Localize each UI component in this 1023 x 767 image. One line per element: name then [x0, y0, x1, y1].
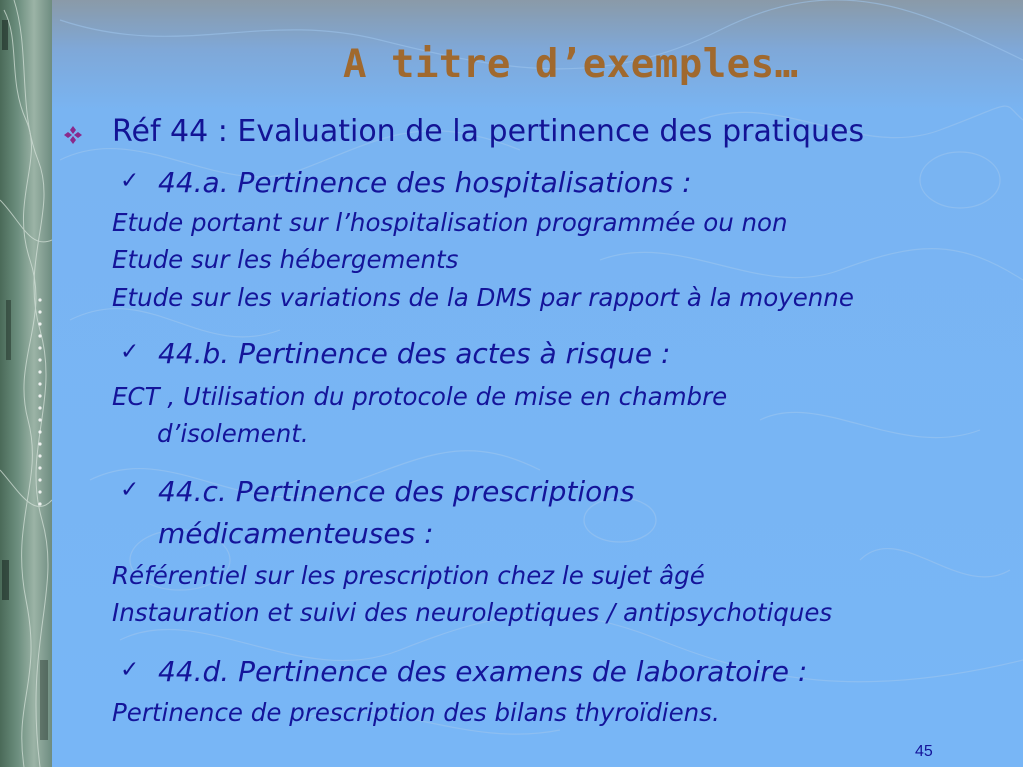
section-heading-d: 44.d. Pertinence des examens de laboratoire : [158, 655, 808, 688]
section-b-line-1: ECT , Utilisation du protocole de mise en chambre [112, 382, 728, 411]
section-heading-a: 44.a. Pertinence des hospitalisations : [158, 166, 692, 199]
section-b-line-2: d’isolement. [157, 419, 309, 448]
section-a-line-3: Etude sur les variations de la DMS par rapport à la moyenne [112, 283, 854, 312]
diamond-bullet-icon [62, 124, 84, 146]
checkmark-icon: ✓ [120, 477, 140, 503]
decorative-left-strip [0, 0, 52, 767]
section-heading-c-continued: médicamenteuses : [158, 517, 434, 550]
page-number: 45 [915, 743, 933, 760]
section-c-line-1: Référentiel sur les prescription chez le sujet âgé [112, 561, 705, 590]
section-d-line-1: Pertinence de prescription des bilans thyroïdiens. [112, 698, 720, 727]
section-heading-c: 44.c. Pertinence des prescriptions [158, 475, 635, 508]
section-c-line-2: Instauration et suivi des neuroleptiques / antipsychotiques [112, 598, 833, 627]
slide-title: A titre d’exemples… [343, 42, 799, 87]
section-a-line-1: Etude portant sur l’hospitalisation programmée ou non [112, 208, 788, 237]
checkmark-icon: ✓ [120, 168, 140, 194]
section-heading-b: 44.b. Pertinence des actes à risque : [158, 337, 671, 370]
ref-heading: Réf 44 : Evaluation de la pertinence des pratiques [112, 114, 865, 149]
checkmark-icon: ✓ [120, 339, 140, 365]
checkmark-icon: ✓ [120, 657, 140, 683]
section-a-line-2: Etude sur les hébergements [112, 245, 459, 274]
